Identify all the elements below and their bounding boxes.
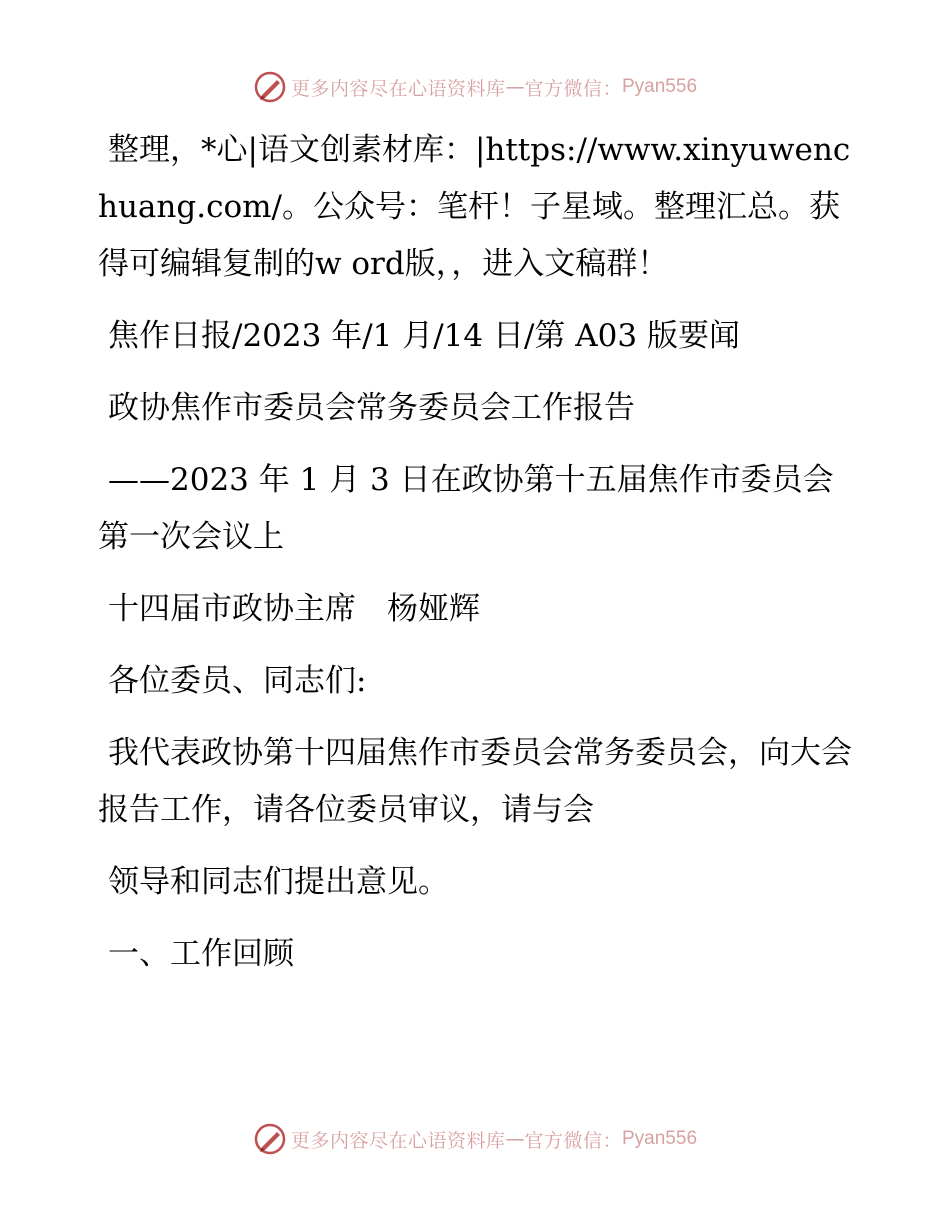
pen-logo-icon <box>253 70 287 104</box>
header-watermark <box>0 70 950 104</box>
pen-logo-icon <box>253 1122 287 1156</box>
watermark-text: 更多内容尽在心语资料库 <box>290 1129 506 1152</box>
watermark-id: Pyan556 <box>622 1128 698 1149</box>
speaker-line: 十四届市政协主席 杨娅辉 <box>108 591 480 627</box>
watermark-text: 更多内容尽在心语资料库 <box>290 77 506 100</box>
watermark-official: 官方微信： <box>524 1129 622 1152</box>
salutation: 各位委员、同志们: <box>108 663 367 699</box>
intro-paragraph: 整理，*心|语文创素材库：|https://www.xinyuwenchuang.com/。公众号：笔杆！子星域。整理汇总。获得可编辑复制的w ord版，，进入文稿群！ <box>98 132 851 282</box>
document-subtitle: ——2023 年 1 月 3 日在政协第十五届焦作市委员会第一次会议上 <box>98 462 834 555</box>
footer-watermark <box>0 1122 950 1156</box>
watermark-separator: — <box>505 76 525 98</box>
watermark-separator: — <box>505 1128 525 1150</box>
watermark-id: Pyan556 <box>622 76 698 97</box>
watermark-official: 官方微信： <box>524 77 622 100</box>
section-heading: 一、工作回顾 <box>108 936 294 972</box>
body-paragraph-2: 领导和同志们提出意见。 <box>108 864 449 900</box>
document-title: 政协焦作市委员会常务委员会工作报告 <box>108 390 635 426</box>
body-paragraph-1: 我代表政协第十四届焦作市委员会常务委员会，向大会报告工作，请各位委员审议，请与会 <box>98 735 852 828</box>
source-line: 焦作日报/2023 年/1 月/14 日/第 A03 版要闻 <box>108 318 740 354</box>
document-body <box>98 122 858 983</box>
